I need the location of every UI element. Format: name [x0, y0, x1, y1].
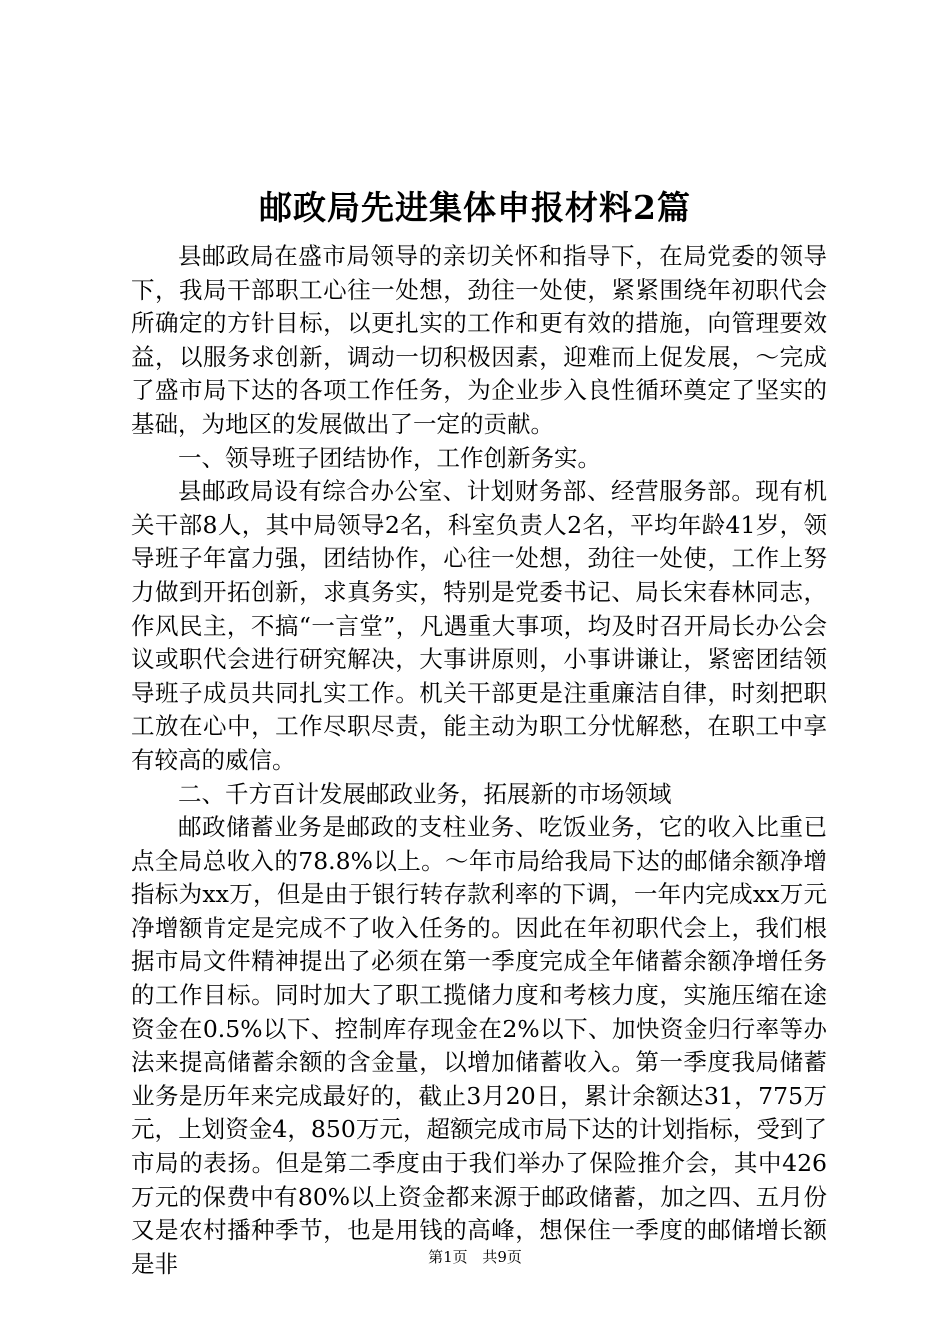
paragraph-section-1: 县邮政局设有综合办公室、计划财务部、经营服务部。现有机关干部8人，其中局领导2名，科室负责人2名，平均年龄41岁，领导班子年富力强，团结协作，心往一处想，劲往一处使，工作上努力做到开拓创新，求真务实，特别是党委书记、局长宋春林同志，作风民主，不搞“一言堂”，凡遇重大事项，均及时召开局长办公会议或职代会进行研究解决，大事讲原则，小事讲谦让，紧密团结领导班子成员共同扎实工作。机关干部更是注重廉洁自律，时刻把职工放在心中，工作尽职尽责，能主动为职工分忧解愁，在职工中享有较高的威信。	[131, 477, 827, 774]
paragraph-intro: 县邮政局在盛市局领导的亲切关怀和指导下，在局党委的领导下，我局干部职工心往一处想，劲往一处使，紧紧围绕年初职代会所确定的方针目标，以更扎实的工作和更有效的措施，向管理要效益，以服务求创新，调动一切积极因素，迎难而上促发展，～完成了盛市局下达的各项工作任务，为企业步入良性循环奠定了坚实的基础，为地区的发展做出了一定的贡献。	[131, 242, 827, 438]
page-footer	[0, 1247, 950, 1267]
document-body	[131, 240, 827, 1281]
page-number: 第1页	[428, 1248, 468, 1266]
document-title: 邮政局先进集体申报材料2篇	[259, 188, 691, 227]
page-total: 共9页	[482, 1248, 522, 1266]
paragraph-section-2: 邮政储蓄业务是邮政的支柱业务、吃饭业务，它的收入比重已点全局总收入的78.8%以上。～年市局给我局下达的邮储余额净增指标为xx万，但是由于银行转存款利率的下调，一年内完成xx万元净增额肯定是完成不了收入任务的。因此在年初职代会上，我们根据市局文件精神提出了必须在第一季度完成全年储蓄余额净增任务的工作目标。同时加大了职工揽储力度和考核力度，实施压缩在途资金在0.5%以下、控制库存现金在2%以下、加快资金归行率等办法来提高储蓄余额的含金量，以增加储蓄收入。第一季度我局储蓄业务是历年来完成最好的，截止3月20日，累计余额达31，775万元，上划资金4，850万元，超额完成市局下达的计划指标，受到了市局的表扬。但是第二季度由于我们举办了保险推介会，其中426万元的保费中有80%以上资金都来源于邮政储蓄，加之四、五月份又是农村播种季节，也是用钱的高峰，想保住一季度的邮储增长额是非	[131, 813, 827, 1278]
section-heading-1: 一、领导班子团结协作，工作创新务实。	[178, 443, 601, 472]
section-heading-2: 二、千方百计发展邮政业务，拓展新的市场领域	[178, 779, 672, 808]
